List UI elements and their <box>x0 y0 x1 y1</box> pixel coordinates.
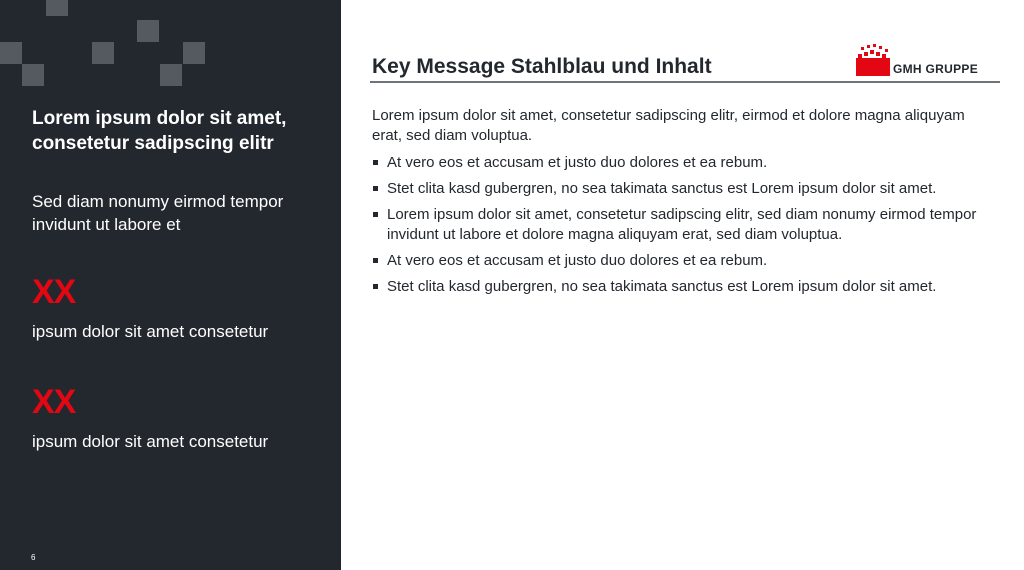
list-item <box>372 251 987 271</box>
gmh-logo <box>856 44 996 78</box>
stat-caption: ipsum dolor sit amet consetetur <box>32 322 269 341</box>
bullet-text: Stet clita kasd gubergren, no sea takimata sanctus est Lorem ipsum dolor sit amet. <box>387 278 937 295</box>
bullet-square-icon <box>373 212 378 217</box>
content-body <box>372 106 987 303</box>
pattern-square <box>92 42 114 64</box>
pattern-square <box>22 64 44 86</box>
bullet-text: At vero eos et accusam et justo duo dolores et ea rebum. <box>387 154 768 171</box>
bullet-list <box>372 153 987 297</box>
bullet-text: Lorem ipsum dolor sit amet, consetetur sadipscing elitr, sed diam nonumy eirmod tempor invidunt ut labore et dolore magna aliquyam erat, sed diam voluptua. <box>387 206 977 243</box>
pattern-square <box>46 0 68 16</box>
pattern-square <box>183 42 205 64</box>
bullet-text: At vero eos et accusam et justo duo dolores et ea rebum. <box>387 252 768 269</box>
list-item <box>372 205 987 245</box>
page-number: 6 <box>31 553 36 562</box>
bullet-square-icon <box>373 284 378 289</box>
pattern-square <box>0 42 22 64</box>
logo-wordmark: GMH GRUPPE <box>893 62 979 76</box>
sidebar-heading: Lorem ipsum dolor sit amet, consetetur sadipscing elitr <box>32 108 287 154</box>
stat-value: XX <box>32 273 76 311</box>
stat-caption: ipsum dolor sit amet consetetur <box>32 432 269 451</box>
pattern-square <box>137 20 159 42</box>
bullet-square-icon <box>373 160 378 165</box>
pattern-square <box>160 64 182 86</box>
bullet-square-icon <box>373 186 378 191</box>
list-item <box>372 153 987 173</box>
gmh-logo-icon <box>856 44 890 76</box>
steel-blue-panel <box>0 0 341 570</box>
slide-title: Key Message Stahlblau und Inhalt <box>372 55 712 78</box>
bullet-text: Stet clita kasd gubergren, no sea takimata sanctus est Lorem ipsum dolor sit amet. <box>387 180 937 197</box>
intro-paragraph: Lorem ipsum dolor sit amet, consetetur sadipscing elitr, eirmod et dolore magna aliquyam erat, sed diam voluptua. <box>372 107 965 144</box>
list-item <box>372 277 987 297</box>
list-item <box>372 179 987 199</box>
bullet-square-icon <box>373 258 378 263</box>
title-divider <box>370 81 1000 83</box>
stat-value: XX <box>32 383 76 421</box>
sidebar-subtext: Sed diam nonumy eirmod tempor invidunt ut labore et <box>32 192 284 234</box>
